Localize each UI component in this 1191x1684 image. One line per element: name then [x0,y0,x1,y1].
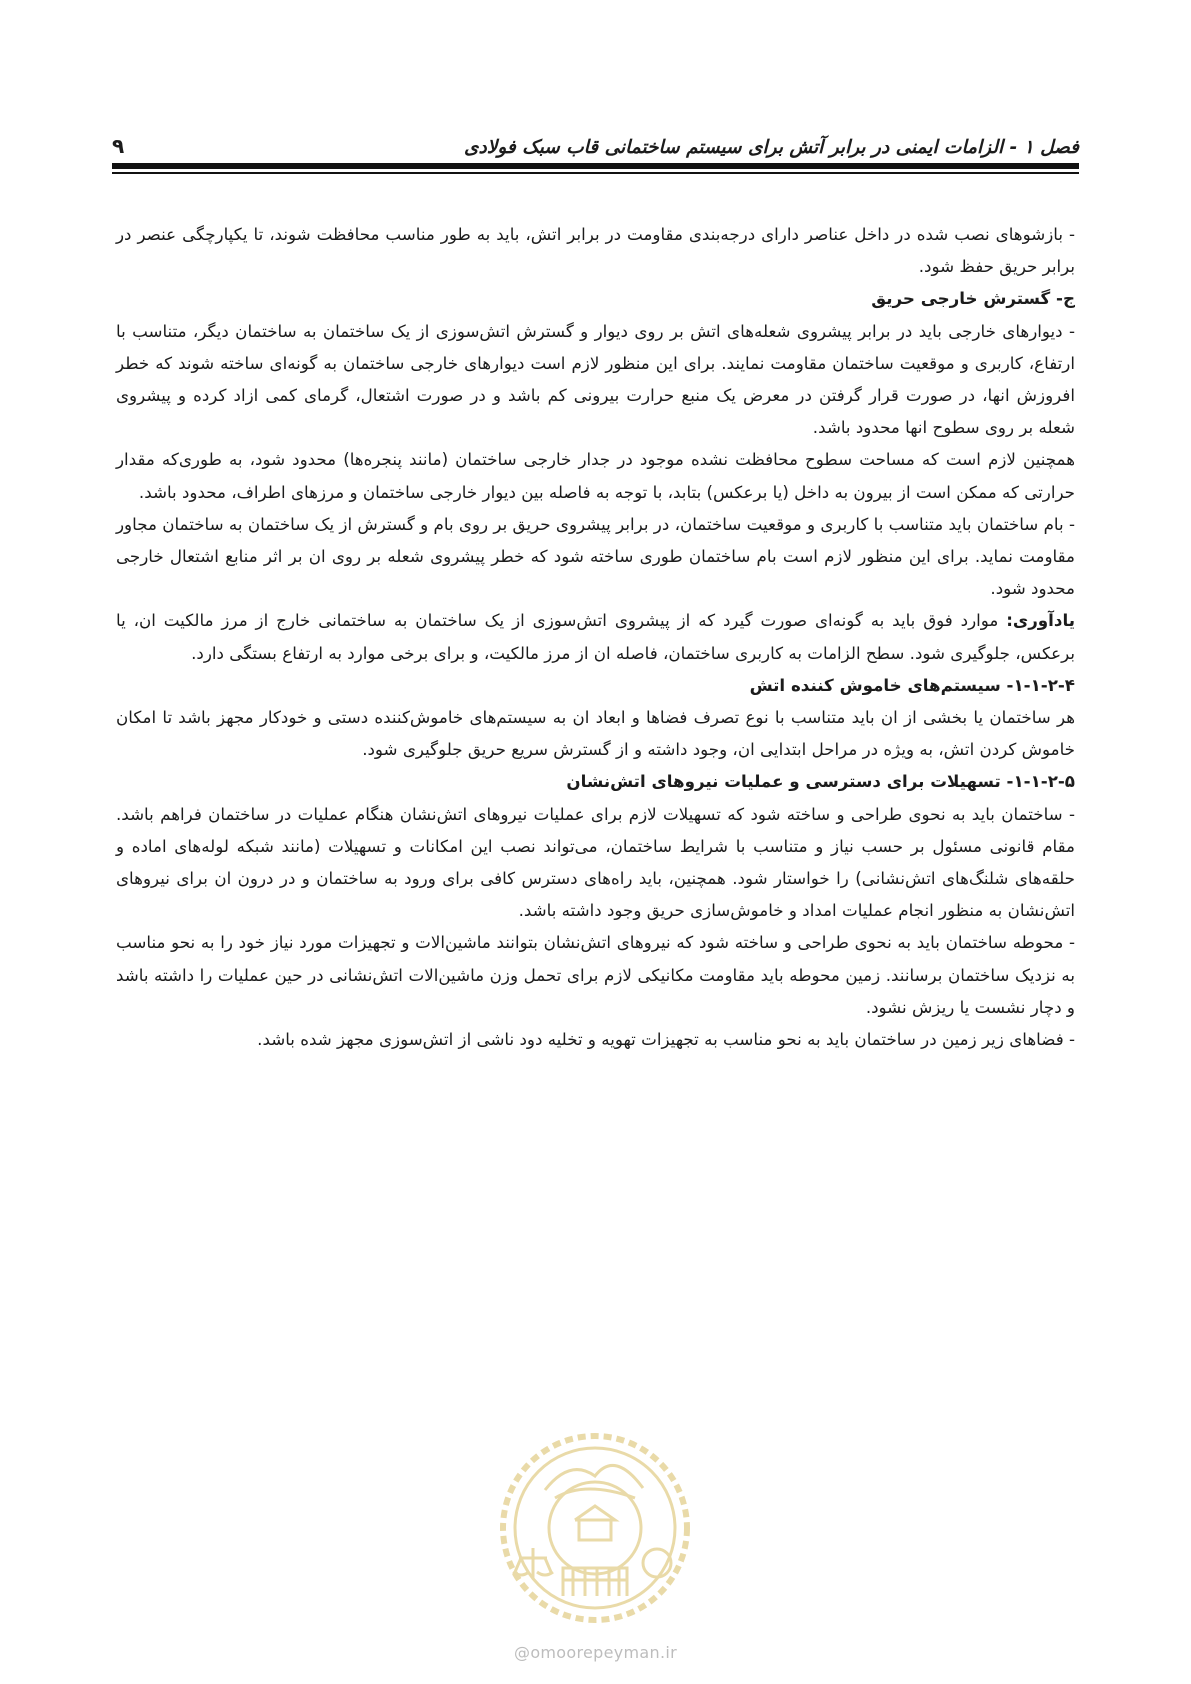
heading-extinguishing-systems: ۱-۱-۲-۴- سیستم‌های خاموش کننده اتش [749,674,1075,695]
paragraph-note [116,604,1075,668]
paragraph-roof: - بام ساختمان باید متناسب با کاربری و موقعیت ساختمان، در برابر پیشروی حریق بر روی بام و گسترش از یک ساختمان به ساختمان مجاور مقاومت نماید. برای این منظور لازم است بام ساختمان طوری ساخته شود که خطر پیشروی شعله بر روی ان بر اثر منابع اشتعال خارجی محدود شود. [116,513,1075,599]
heading-firefighter-access: ۱-۱-۲-۵- تسهیلات برای دسترسی و عملیات نیروهای اتش‌نشان [566,771,1075,792]
note-text: موارد فوق باید به گونه‌ای صورت گیرد که از پیشروی اتش‌سوزی از یک ساختمان به ساختمانی خارج از مرز مالکیت ان، یا برعکس، جلوگیری شود. سطح الزامات به کاربری ساختمان، فاصله ان از مرز مالکیت، و برای برخی موارد به ارتفاع بستگی دارد. [116,610,1075,663]
paragraph-basement: - فضاهای زیر زمین در ساختمان باید به نحو مناسب به تجهیزات تهویه و تخلیه دود ناشی از اتش‌سوزی مجهز شده باشد. [257,1029,1075,1050]
paragraph-unprotected-areas: همچنین لازم است که مساحت سطوح محافظت نشده موجود در جدار خارجی ساختمان (مانند پنجره‌ها) محدود شود، به طوری‌که مقدار حرارتی که ممکن است از بیرون به داخل (یا برعکس) بتابد، با توجه به فاصله بین دیوار خارجی ساختمان و مرزهای اطراف، محدود باشد. [116,449,1075,502]
body-text [116,218,1075,1055]
paragraph-extinguishing: هر ساختمان یا بخشی از ان باید متناسب با نوع تصرف فضاها و ابعاد ان به سیستم‌های خاموش‌کننده دستی و خودکار مجهز باشد تا امکان خاموش کردن اتش، به ویژه در مراحل ابتدایی ان، وجود داشته و از گسترش سریع حریق جلوگیری شود. [116,707,1075,760]
running-header [112,118,1079,158]
chapter-title: فصل ۱ - الزامات ایمنی در برابر آتش برای سیستم ساختمانی قاب سبک فولادی [464,137,1079,158]
paragraph-site-access: - محوطه ساختمان باید به نحوی طراحی و ساخته شود که نیروهای اتش‌نشان بتوانند ماشین‌الات و تجهیزات مورد نیاز خود را به نحو مناسب به نزدیک ساختمان برسانند. زمین محوطه باید مقاومت مکانیکی لازم برای تحمل وزن ماشین‌الات اتش‌نشانی در حین عملیات را داشته باشد و دچار نشست یا ریزش نشود. [116,932,1075,1017]
watermark-website: @omoorepeyman.ir [514,1643,677,1662]
heading-external-spread: ج- گسترش خارجی حریق [871,288,1075,309]
page-number: ۹ [112,134,125,158]
header-rule-thin [112,172,1079,174]
paragraph-openings: - بازشوهای نصب شده در داخل عناصر دارای درجه‌بندی مقاومت در برابر اتش، باید به طور مناسب محافظت شوند، تا یکپارچگی عنصر در برابر حریق حفظ شود. [116,224,1075,277]
watermark-logo [475,1428,715,1638]
header-rule-thick [112,163,1079,169]
paragraph-firefighter-facilities: - ساختمان باید به نحوی طراحی و ساخته شود که تسهیلات لازم برای عملیات نیروهای اتش‌نشان هنگام عملیات در ساختمان فراهم باشد. مقام قانونی مسئول بر حسب نیاز و متناسب با شرایط ساختمان، می‌تواند نصب این امکانات و تسهیلات (مانند شبکه لوله‌های اماده و حلقه‌های شلنگ‌های اتش‌نشانی) را خواستار شود. همچنین، باید راه‌های دسترس کافی برای ورود به ساختمان و در درون ان برای نیروهای اتش‌نشان به منظور انجام عملیات امداد و خاموش‌سازی حریق وجود داشته باشد. [116,803,1075,921]
paragraph-external-walls: - دیوارهای خارجی باید در برابر پیشروی شعله‌های اتش بر روی دیوار و گسترش اتش‌سوزی از یک ساختمان به ساختمان دیگر، متناسب با ارتفاع، کاربری و موقعیت ساختمان مقاومت نمایند. برای این منظور لازم است دیوارهای خارجی ساختمان به گونه‌ای ساخته شوند که خطر افروزش انها، در صورت قرار گرفتن در معرض یک منبع حرارت بیرونی کم باشد و در صورت اشتعال، گرمای کمی ازاد کرده و پیشروی شعله بر روی سطوح انها محدود باشد. [116,320,1075,438]
note-label: یادآوری: [1006,610,1075,631]
